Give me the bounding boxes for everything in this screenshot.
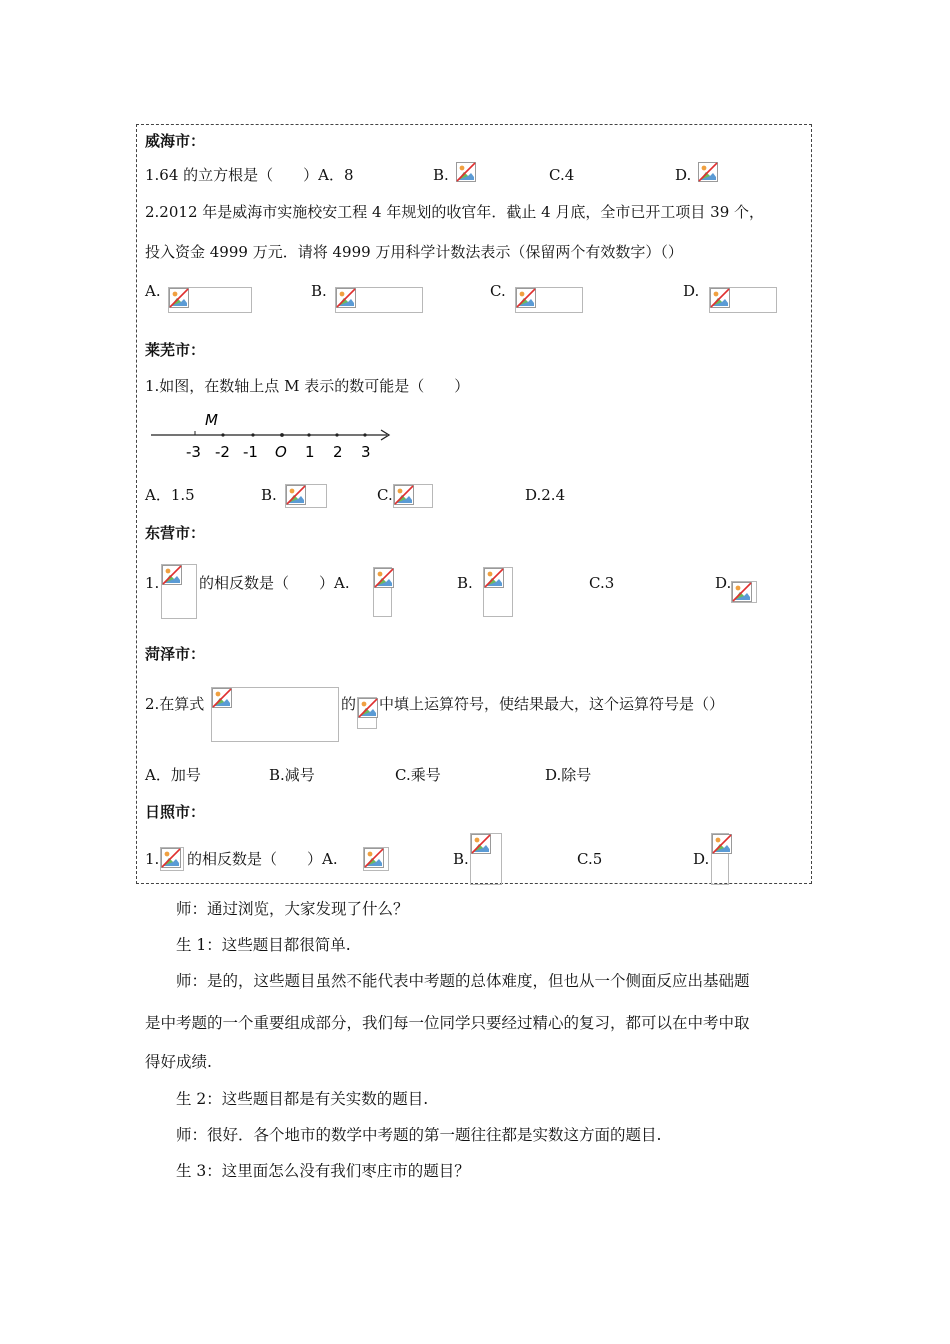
number-line-origin-label: O	[275, 443, 287, 461]
rizhao-q1-option-d: D.	[693, 850, 710, 868]
number-line-tick-label: -3	[186, 443, 201, 461]
city-heading-weihai: 威海市：	[145, 132, 206, 150]
laiwu-q1-option-b: B.	[261, 486, 277, 504]
rizhao-q1-option-b: B.	[453, 850, 469, 868]
image-placeholder-icon	[470, 833, 502, 885]
heze-option-a: A．加号	[145, 766, 201, 784]
image-placeholder-icon	[393, 484, 433, 508]
rizhao-q1-number: 1.	[145, 850, 160, 868]
weihai-q2-option-a: A.	[145, 282, 161, 300]
city-heading-dongying: 东营市：	[145, 524, 206, 542]
number-line-tick-label: 3	[361, 443, 371, 461]
image-placeholder-icon	[335, 287, 423, 313]
laiwu-q1-stem: 1.如图，在数轴上点 M 表示的数可能是（ ）	[145, 377, 470, 395]
image-placeholder-icon	[515, 287, 583, 313]
exam-questions-box	[136, 124, 812, 884]
heze-option-c: C.乘号	[395, 766, 441, 784]
weihai-q2-option-c: C.	[490, 282, 506, 300]
weihai-q2-option-b: B.	[311, 282, 327, 300]
dialogue-line: 是中考题的一个重要组成部分，我们每一位同学只要经过精心的复习，都可以在中考中取	[145, 1014, 750, 1032]
image-placeholder-icon	[373, 567, 392, 617]
heze-option-d: D.除号	[545, 766, 592, 784]
image-placeholder-icon	[160, 847, 184, 871]
image-placeholder-icon	[285, 484, 327, 508]
weihai-q1-option-d: D.	[675, 166, 692, 184]
dongying-q1-option-d: D.	[715, 574, 732, 592]
number-line-tick-label: -2	[215, 443, 230, 461]
dongying-q1-stem: 的相反数是（ ）A.	[199, 574, 350, 592]
image-placeholder-icon	[211, 687, 339, 742]
number-line-point-label: M	[205, 411, 218, 429]
dialogue-line: 师：很好．各个地市的数学中考题的第一题往往都是实数这方面的题目.	[176, 1126, 662, 1144]
number-line-tick-label: 2	[333, 443, 343, 461]
weihai-q1-option-b: B.	[433, 166, 449, 184]
weihai-q1-stem: 1.64 的立方根是（ ）A．8	[145, 166, 354, 184]
image-placeholder-icon	[168, 287, 252, 313]
dialogue-line: 师：是的，这些题目虽然不能代表中考题的总体难度，但也从一个侧面反应出基础题	[176, 972, 750, 990]
image-placeholder-icon	[456, 162, 480, 186]
heze-option-b: B.减号	[269, 766, 315, 784]
number-line-tick-label: -1	[243, 443, 258, 461]
laiwu-q1-option-c: C.	[377, 486, 393, 504]
dialogue-line: 生 3：这里面怎么没有我们枣庄市的题目？	[176, 1162, 470, 1180]
weihai-q2-line2: 投入资金 4999 万元．请将 4999 万用科学计数法表示（保留两个有效数字）（）	[145, 243, 683, 261]
image-placeholder-icon	[483, 567, 513, 617]
dongying-q1-number: 1.	[145, 574, 160, 592]
number-line-figure	[149, 407, 399, 465]
laiwu-q1-option-a: A．1.5	[145, 486, 195, 504]
number-line-tick-label: 1	[305, 443, 315, 461]
heze-q2-de: 的	[341, 695, 357, 713]
rizhao-q1-option-c: C.5	[577, 850, 603, 868]
dialogue-line: 生 2：这些题目都是有关实数的题目.	[176, 1090, 429, 1108]
image-placeholder-icon	[698, 162, 722, 186]
dialogue-line: 师：通过浏览，大家发现了什么？	[176, 900, 409, 918]
heze-q2-prefix: 2.在算式	[145, 695, 205, 713]
weihai-q2-option-d: D.	[683, 282, 700, 300]
image-placeholder-icon	[709, 287, 777, 313]
image-placeholder-icon	[731, 581, 757, 603]
city-heading-rizhao: 日照市：	[145, 803, 206, 821]
laiwu-q1-option-d: D.2.4	[525, 486, 566, 504]
heze-q2-rest: 中填上运算符号，使结果最大，这个运算符号是（）	[379, 695, 725, 713]
image-placeholder-icon	[161, 564, 197, 619]
rizhao-q1-stem: 的相反数是（ ）A.	[187, 850, 338, 868]
image-placeholder-icon	[363, 847, 389, 871]
dialogue-line: 得好成绩.	[145, 1053, 212, 1071]
image-placeholder-icon	[711, 833, 729, 885]
weihai-q2-line1: 2.2012 年是威海市实施校安工程 4 年规划的收官年．截止 4 月底，全市已开工项目 39 个，	[145, 203, 765, 221]
dongying-q1-option-c: C.3	[589, 574, 615, 592]
city-heading-heze: 菏泽市：	[145, 645, 206, 663]
weihai-q1-option-c: C.4	[549, 166, 575, 184]
image-placeholder-icon	[357, 697, 377, 729]
dongying-q1-option-b: B.	[457, 574, 473, 592]
dialogue-line: 生 1：这些题目都很简单.	[176, 936, 351, 954]
city-heading-laiwu: 莱芜市：	[145, 341, 206, 359]
